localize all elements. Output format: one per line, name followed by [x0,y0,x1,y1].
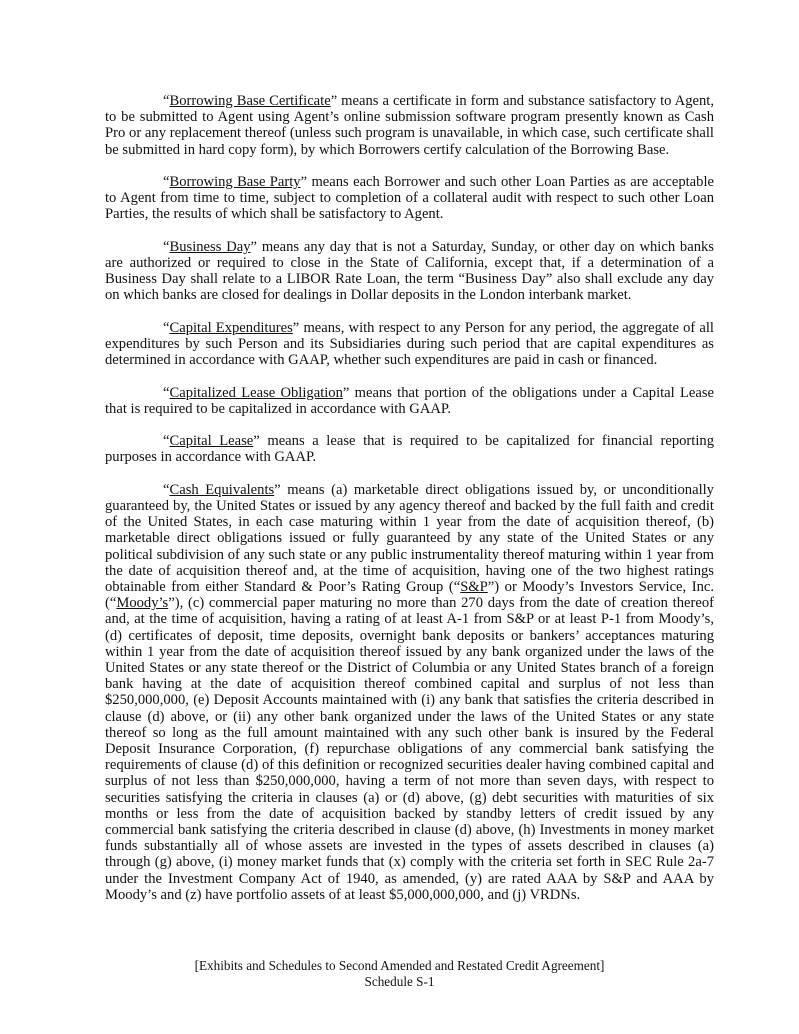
close-quote: ” [274,481,281,498]
definition-business-day [105,239,714,304]
close-quote: ” [330,93,338,109]
definition-text: means, with respect to any Person for any period, the aggregate of all expenditures by such Person and its Subsidiaries during such period that are capital expenditures as determined in accordance with GAAP, whether such expenditures are paid in cash or financed. [105,319,714,369]
open-quote: “ [163,174,170,190]
footer-document-title: [Exhibits and Schedules to Second Amended and Restated Credit Agreement] [194,958,605,973]
definition-text: ”), (c) commercial paper maturing no more than 270 days from the date of creation thereof and, at the time of acquisition, having a rating of at least A-1 from S&P or at least P-1 from Moody’s, (d) certificates of deposit, time deposits, overnight bank deposits or bankers’ acceptances maturing within 1 year from the date of acquisition thereof issued by any bank organized under the laws of the United States or any state thereof or the District of Columbia or any United States branch of a foreign bank having at the date of acquisition thereof combined capital and surplus of not less than $250,000,000, (e) Deposit Accounts maintained with (i) any bank that satisfies the criteria described in clause (d) above, or (ii) any other bank organized under the laws of the United States or any state thereof so long as the full amount maintained with any such other bank is insured by the Federal Deposit Insurance Corporation, (f) repurchase obligations of any commercial bank satisfying the requirements of clause (d) of this definition or recognized securities dealer having combined capital and surplus of not less than $250,000,000, having a term of not more than seven days, with respect to securities satisfying the criteria in clauses (a) or (d) above, (g) debt securities with maturities of six months or less from the date of acquisition backed by standby letters of credit issued by any commercial bank satisfying the criteria described in clause (d) above, (h) Investments in money market funds substantially all of whose assets are invested in the types of assets described in clauses (a) through (g) above, (i) money market funds that (x) comply with the criteria set forth in SEC Rule 2a-7 under the Investment Company Act of 1940, as amended, (y) are rated AAA by S&P and AAA by Moody’s and (z) have portfolio assets of at least $5,000,000,000, and (j) VRDNs. [105,595,714,903]
open-quote: “ [163,319,170,336]
document-body [105,93,714,919]
close-quote: ” [300,174,308,190]
defined-term-moodys: Moody’s [116,595,169,612]
definition-text: means any day that is not a Saturday, Sunday, or other day on which banks are authorized or required to close in the State of California, except that, if a determination of a Business Day shall relate to a LIBOR Rate Loan, the term “Business Day” also shall exclude any day on which banks are closed for dealings in Dollar deposits in the London interbank market. [105,238,714,304]
open-quote: “ [163,384,170,401]
defined-term: Borrowing Base Party [169,174,301,190]
open-quote: “ [163,93,170,109]
definition-text: means each Borrower and such other Loan Parties as are acceptable to Agent from time to time, subject to completion of a collateral audit with respect to such other Loan Parties, the results of which shall be satisfactory to Agent. [105,174,714,223]
defined-term: Capital Lease [169,433,254,450]
definition-text: means (a) marketable direct obligations issued by, or unconditionally guaranteed by, the United States or issued by any agency thereof and backed by the full faith and credit of the United States, in each case maturing within 1 year from the date of acquisition thereof, (b) marketable direct obligations issued or fully guaranteed by any state of the United States or any political subdivision of any such state or any public instrumentality thereof maturing within 1 year from the date of acquisition thereof and, at the time of acquisition, having one of the two highest ratings obtainable from either Standard & Poor’s Rating Group (“ [105,481,714,595]
page-footer [0,958,799,990]
open-quote: “ [163,481,170,498]
definition-cash-equivalents [105,482,714,903]
definition-borrowing-base-party [105,174,714,223]
defined-term: Capital Expenditures [169,319,293,336]
definition-capital-lease [105,433,714,465]
close-quote: ” [253,433,260,450]
close-quote: ” [250,238,257,255]
close-quote: ” [292,319,300,336]
defined-term: Capitalized Lease Obligation [169,384,343,401]
definition-text: ”) or Moody’s Investors Service, Inc. (“ [105,579,714,612]
definition-capitalized-lease-obligation [105,385,714,417]
open-quote: “ [163,238,170,255]
definition-text: means that portion of the obligations under a Capital Lease that is required to be capitalized in accordance with GAAP. [105,384,714,417]
defined-term: Cash Equivalents [169,481,275,498]
definition-text: means a lease that is required to be capitalized for financial reporting purposes in accordance with GAAP. [105,433,714,466]
defined-term-sp: S&P [460,579,488,595]
defined-term: Borrowing Base Certificate [169,93,331,109]
definition-text: means a certificate in form and substance satisfactory to Agent, to be submitted to Agent using Agent’s online submission software program presently known as Cash Pro or any replacement thereof (unless such program is unavailable, in which case, such certificate shall be submitted in hard copy form), by which Borrowers certify calculation of the Borrowing Base. [105,93,714,158]
footer-page-label: Schedule S-1 [364,974,435,989]
definition-capital-expenditures [105,320,714,369]
close-quote: ” [342,384,350,401]
open-quote: “ [163,433,170,450]
definition-borrowing-base-certificate [105,93,714,158]
defined-term: Business Day [169,238,251,255]
